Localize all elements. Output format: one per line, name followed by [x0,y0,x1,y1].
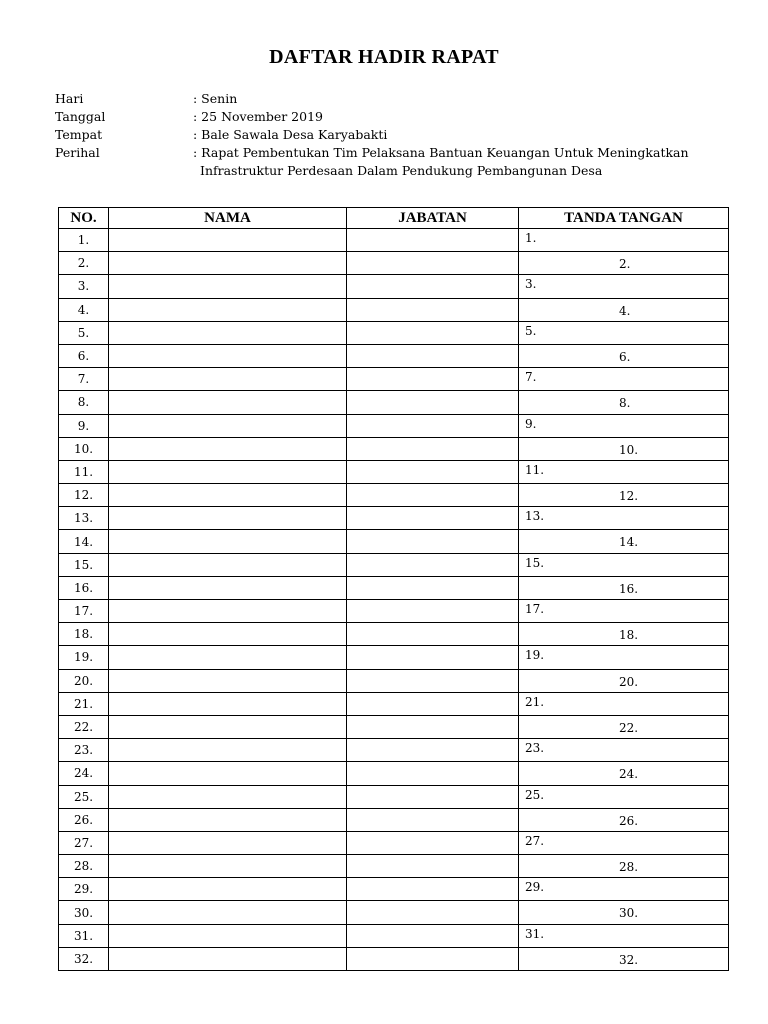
signature-number: 20. [619,674,639,689]
table-row [59,785,729,808]
table-row [59,321,729,344]
jabatan-cell[interactable] [347,414,519,437]
info-row-hari [55,90,713,108]
meeting-info [55,90,713,180]
jabatan-cell[interactable] [347,715,519,738]
signature-cell[interactable] [519,831,729,854]
row-number: 14. [59,530,109,553]
row-number: 17. [59,600,109,623]
signature-cell[interactable] [519,576,729,599]
tempat-label: Tempat [55,127,103,142]
signature-cell[interactable] [519,460,729,483]
header-nama: NAMA [109,208,347,229]
nama-cell[interactable] [109,855,347,878]
row-number: 9. [59,414,109,437]
nama-cell[interactable] [109,414,347,437]
signature-number: 3. [525,277,537,292]
signature-cell[interactable] [519,553,729,576]
signature-cell[interactable] [519,229,729,252]
table-row [59,391,729,414]
nama-cell[interactable] [109,507,347,530]
table-row [59,878,729,901]
signature-cell[interactable] [519,507,729,530]
table-row [59,530,729,553]
nama-cell[interactable] [109,298,347,321]
jabatan-cell[interactable] [347,808,519,831]
signature-number: 24. [619,767,639,782]
row-number: 18. [59,623,109,646]
row-number: 25. [59,785,109,808]
jabatan-cell[interactable] [347,785,519,808]
row-number: 15. [59,553,109,576]
jabatan-cell[interactable] [347,762,519,785]
nama-cell[interactable] [109,715,347,738]
header-tanda-tangan: TANDA TANGAN [519,208,729,229]
table-row [59,252,729,275]
nama-cell[interactable] [109,831,347,854]
signature-number: 15. [525,555,545,570]
signature-cell[interactable] [519,901,729,924]
nama-cell[interactable] [109,484,347,507]
jabatan-cell[interactable] [347,460,519,483]
nama-cell[interactable] [109,368,347,391]
perihal-label: Perihal [55,145,100,160]
row-number: 10. [59,437,109,460]
jabatan-cell[interactable] [347,391,519,414]
info-row-tanggal [55,108,713,126]
table-row [59,739,729,762]
document-title: DAFTAR HADIR RAPAT [269,46,499,68]
table-header-row [59,208,729,229]
tempat-value: : Bale Sawala Desa Karyabakti [193,127,388,142]
nama-cell[interactable] [109,669,347,692]
table-row [59,437,729,460]
perihal-value: : Rapat Pembentukan Tim Pelaksana Bantuan Keuangan Untuk Meningkatkan [193,145,689,160]
signature-number: 32. [619,952,639,967]
jabatan-cell[interactable] [347,368,519,391]
table-row [59,344,729,367]
signature-cell[interactable] [519,368,729,391]
row-number: 32. [59,947,109,970]
signature-number: 25. [525,787,545,802]
tanggal-value: : 25 November 2019 [193,109,323,124]
signature-number: 4. [619,303,631,318]
row-number: 12. [59,484,109,507]
table-row [59,298,729,321]
jabatan-cell[interactable] [347,321,519,344]
nama-cell[interactable] [109,623,347,646]
signature-number: 7. [525,370,537,385]
table-row [59,414,729,437]
signature-cell[interactable] [519,275,729,298]
nama-cell[interactable] [109,924,347,947]
nama-cell[interactable] [109,785,347,808]
jabatan-cell[interactable] [347,646,519,669]
signature-number: 31. [525,926,545,941]
header-jabatan: JABATAN [347,208,519,229]
signature-cell[interactable] [519,692,729,715]
signature-number: 12. [619,489,639,504]
table-row [59,229,729,252]
row-number: 7. [59,368,109,391]
jabatan-cell[interactable] [347,576,519,599]
row-number: 4. [59,298,109,321]
row-number: 30. [59,901,109,924]
table-row [59,715,729,738]
jabatan-cell[interactable] [347,669,519,692]
row-number: 20. [59,669,109,692]
signature-number: 8. [619,396,631,411]
signature-cell[interactable] [519,878,729,901]
signature-cell[interactable] [519,855,729,878]
signature-number: 11. [525,462,545,477]
nama-cell[interactable] [109,947,347,970]
jabatan-cell[interactable] [347,901,519,924]
nama-cell[interactable] [109,344,347,367]
signature-number: 2. [619,257,631,272]
info-row-perihal [55,144,713,162]
row-number: 3. [59,275,109,298]
signature-number: 10. [619,442,639,457]
signature-number: 22. [619,720,639,735]
jabatan-cell[interactable] [347,878,519,901]
attendance-table [58,207,729,971]
row-number: 28. [59,855,109,878]
nama-cell[interactable] [109,739,347,762]
signature-number: 18. [619,628,639,643]
perihal-value-continued: Infrastruktur Perdesaan Dalam Pendukung Pembangunan Desa [200,163,603,178]
jabatan-cell[interactable] [347,924,519,947]
jabatan-cell[interactable] [347,855,519,878]
nama-cell[interactable] [109,321,347,344]
signature-cell[interactable] [519,785,729,808]
signature-number: 14. [619,535,639,550]
row-number: 31. [59,924,109,947]
nama-cell[interactable] [109,460,347,483]
jabatan-cell[interactable] [347,692,519,715]
signature-cell[interactable] [519,623,729,646]
table-row [59,275,729,298]
jabatan-cell[interactable] [347,831,519,854]
jabatan-cell[interactable] [347,252,519,275]
hari-value: : Senin [193,91,238,106]
nama-cell[interactable] [109,530,347,553]
signature-cell[interactable] [519,484,729,507]
signature-cell[interactable] [519,344,729,367]
hari-label: Hari [55,91,84,106]
jabatan-cell[interactable] [347,553,519,576]
signature-cell[interactable] [519,715,729,738]
signature-number: 23. [525,741,545,756]
jabatan-cell[interactable] [347,507,519,530]
table-row [59,646,729,669]
row-number: 27. [59,831,109,854]
table-row [59,484,729,507]
header-no: NO. [59,208,109,229]
signature-number: 1. [525,231,537,245]
row-number: 29. [59,878,109,901]
jabatan-cell[interactable] [347,600,519,623]
nama-cell[interactable] [109,600,347,623]
signature-cell[interactable] [519,646,729,669]
nama-cell[interactable] [109,576,347,599]
row-number: 13. [59,507,109,530]
table-row [59,507,729,530]
table-row [59,553,729,576]
signature-cell[interactable] [519,739,729,762]
jabatan-cell[interactable] [347,229,519,252]
signature-number: 6. [619,349,631,364]
signature-cell[interactable] [519,762,729,785]
jabatan-cell[interactable] [347,947,519,970]
nama-cell[interactable] [109,646,347,669]
table-row [59,947,729,970]
nama-cell[interactable] [109,437,347,460]
table-row [59,576,729,599]
row-number: 19. [59,646,109,669]
nama-cell[interactable] [109,692,347,715]
signature-cell[interactable] [519,298,729,321]
signature-number: 13. [525,509,545,524]
jabatan-cell[interactable] [347,484,519,507]
tanggal-label: Tanggal [55,109,106,124]
table-row [59,692,729,715]
table-row [59,600,729,623]
row-number: 6. [59,344,109,367]
info-row-tempat [55,126,713,144]
signature-number: 17. [525,602,545,616]
table-row [59,460,729,483]
signature-number: 16. [619,581,639,596]
table-row [59,669,729,692]
signature-cell[interactable] [519,808,729,831]
nama-cell[interactable] [109,762,347,785]
signature-number: 29. [525,880,545,895]
row-number: 8. [59,391,109,414]
signature-cell[interactable] [519,600,729,623]
nama-cell[interactable] [109,878,347,901]
jabatan-cell[interactable] [347,437,519,460]
jabatan-cell[interactable] [347,298,519,321]
jabatan-cell[interactable] [347,530,519,553]
signature-number: 30. [619,906,639,921]
signature-cell[interactable] [519,947,729,970]
signature-cell[interactable] [519,414,729,437]
nama-cell[interactable] [109,229,347,252]
signature-number: 21. [525,694,545,709]
row-number: 26. [59,808,109,831]
row-number: 21. [59,692,109,715]
jabatan-cell[interactable] [347,344,519,367]
nama-cell[interactable] [109,252,347,275]
jabatan-cell[interactable] [347,623,519,646]
table-row [59,901,729,924]
row-number: 5. [59,321,109,344]
table-row [59,924,729,947]
signature-number: 28. [619,860,639,875]
signature-cell[interactable] [519,391,729,414]
signature-number: 19. [525,648,545,663]
signature-number: 5. [525,323,537,338]
signature-number: 27. [525,833,545,848]
row-number: 22. [59,715,109,738]
nama-cell[interactable] [109,808,347,831]
signature-cell[interactable] [519,252,729,275]
signature-number: 26. [619,813,639,828]
nama-cell[interactable] [109,275,347,298]
nama-cell[interactable] [109,553,347,576]
signature-cell[interactable] [519,924,729,947]
table-row [59,831,729,854]
row-number: 2. [59,252,109,275]
signature-cell[interactable] [519,437,729,460]
jabatan-cell[interactable] [347,739,519,762]
row-number: 16. [59,576,109,599]
table-row [59,762,729,785]
row-number: 24. [59,762,109,785]
signature-cell[interactable] [519,669,729,692]
row-number: 11. [59,460,109,483]
table-row [59,808,729,831]
jabatan-cell[interactable] [347,275,519,298]
nama-cell[interactable] [109,901,347,924]
signature-number: 9. [525,416,537,431]
row-number: 1. [59,229,109,252]
signature-cell[interactable] [519,321,729,344]
table-row [59,623,729,646]
nama-cell[interactable] [109,391,347,414]
table-row [59,855,729,878]
row-number: 23. [59,739,109,762]
table-row [59,368,729,391]
signature-cell[interactable] [519,530,729,553]
